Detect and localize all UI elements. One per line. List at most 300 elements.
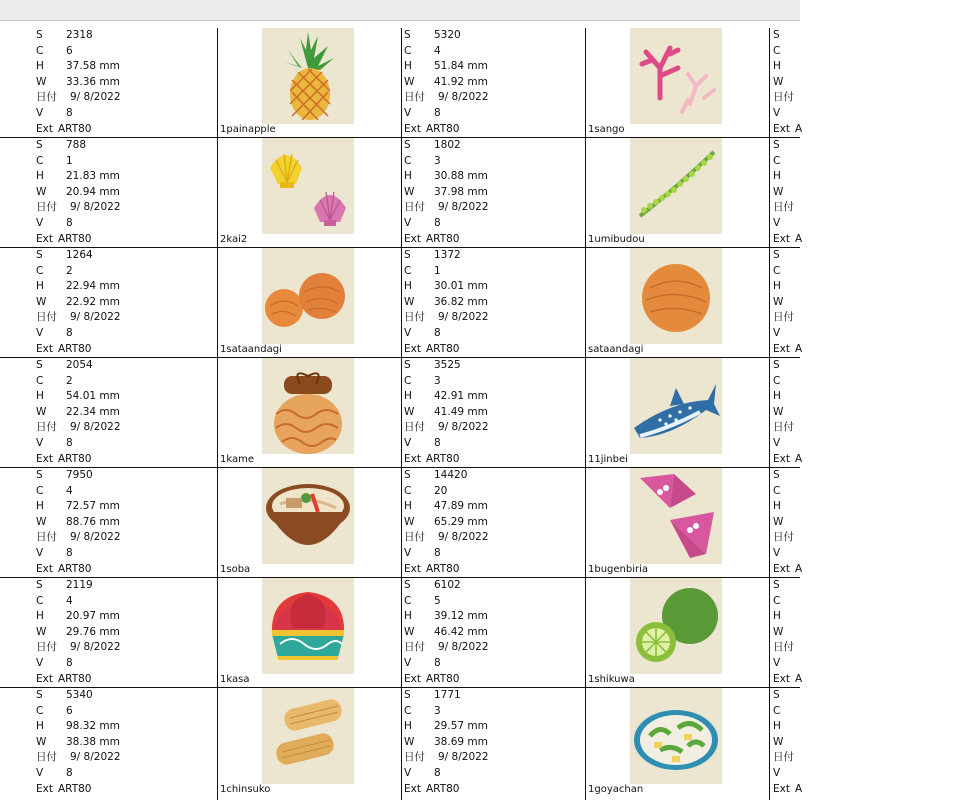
thumbnail-frame (262, 688, 354, 784)
height-label: H (404, 60, 412, 73)
date-value: 9/ 8/2022 (438, 641, 489, 654)
spec-cell (36, 358, 221, 468)
stitches-label: S (404, 469, 411, 481)
spec-cell (773, 248, 958, 358)
height-label: H (36, 720, 44, 733)
color-count: 1 (66, 154, 73, 167)
spec-line-width (36, 185, 216, 201)
spec-line-stitches (773, 358, 953, 374)
spec-line-colors (404, 704, 584, 720)
ext-value: ART80 (58, 342, 92, 355)
width-value: 20.94 mm (66, 185, 120, 198)
colors-label: C (404, 154, 412, 167)
version-label: V (773, 657, 781, 669)
colors-label: C (404, 44, 412, 57)
version-label: V (773, 217, 781, 229)
spec-line-stitches (773, 578, 953, 594)
width-label: W (36, 75, 47, 88)
spec-cell (404, 248, 589, 358)
thumbnail-cell[interactable] (218, 578, 403, 688)
height-value: 51.84 mm (434, 60, 488, 73)
spec-line-colors (773, 154, 953, 170)
stitches-label: S (773, 359, 780, 371)
colors-label: C (36, 484, 44, 497)
width-label: W (773, 185, 784, 198)
height-label: H (773, 280, 781, 293)
spec-line-stitches (36, 138, 216, 154)
spec-line-width (773, 185, 953, 201)
width-value: 88.76 mm (66, 515, 120, 528)
stitch-count: 5320 (434, 29, 461, 41)
thumbnail-cell[interactable] (586, 138, 771, 248)
ext-label: Ext (404, 562, 421, 575)
height-value: 29.57 mm (434, 720, 488, 733)
stitches-label: S (36, 579, 43, 591)
version-value: 8 (66, 657, 73, 669)
height-label: H (773, 720, 781, 733)
spec-line-version (404, 216, 584, 232)
spec-line-stitches (404, 358, 584, 374)
ext-value: ART80 (426, 782, 460, 795)
stitch-count: 5340 (66, 689, 93, 701)
spec-line-width (36, 515, 216, 531)
spec-line-date (36, 200, 216, 216)
height-value: 30.01 mm (434, 280, 488, 293)
spec-line-stitches (773, 138, 953, 154)
version-label: V (404, 327, 412, 339)
color-count: 4 (434, 44, 441, 57)
version-value: 8 (434, 217, 441, 229)
width-label: W (404, 75, 415, 88)
date-label: 日付 (404, 311, 425, 324)
version-value: 8 (434, 547, 441, 559)
version-value: 8 (66, 217, 73, 229)
height-label: H (404, 610, 412, 623)
ext-label: Ext (404, 342, 421, 355)
spec-line-stitches (36, 28, 216, 44)
spec-line-width (404, 515, 584, 531)
date-label: 日付 (773, 91, 794, 104)
spec-line-height (404, 279, 584, 295)
spec-line-ext (404, 452, 584, 468)
width-label: W (36, 405, 47, 418)
spec-line-version (404, 546, 584, 562)
spec-line-height (773, 719, 953, 735)
spec-line-width (404, 735, 584, 751)
seashells-icon (262, 138, 354, 234)
chinsuko-icon (262, 688, 354, 784)
kasa-hat-icon (262, 578, 354, 674)
date-label: 日付 (36, 311, 57, 324)
design-name: 1goyachan (588, 784, 644, 795)
thumbnail-cell[interactable] (218, 138, 403, 248)
spec-line-date (773, 420, 953, 436)
spec-line-date (404, 640, 584, 656)
colors-label: C (773, 704, 781, 717)
ext-value: A (795, 562, 803, 575)
color-count: 20 (434, 484, 448, 497)
spec-line-height (773, 59, 953, 75)
color-count: 3 (434, 704, 441, 717)
width-value: 22.92 mm (66, 295, 120, 308)
stitch-count: 2054 (66, 359, 93, 371)
spec-line-version (404, 656, 584, 672)
thumbnail-cell[interactable] (218, 358, 403, 468)
width-label: W (36, 735, 47, 748)
version-label: V (36, 767, 44, 779)
date-label: 日付 (404, 531, 425, 544)
stitches-label: S (404, 139, 411, 151)
spec-line-version (773, 216, 953, 232)
height-label: H (773, 390, 781, 403)
date-label: 日付 (404, 91, 425, 104)
height-value: 39.12 mm (434, 610, 488, 623)
spec-cell (36, 248, 221, 358)
spec-cell (404, 688, 589, 798)
thumbnail-cell[interactable] (586, 688, 771, 798)
goyachanpuru-icon (630, 688, 722, 784)
stitches-label: S (404, 359, 411, 371)
height-label: H (404, 720, 412, 733)
height-value: 98.32 mm (66, 720, 120, 733)
version-value: 8 (434, 657, 441, 669)
spec-cell (773, 578, 958, 688)
version-value: 8 (66, 327, 73, 339)
spec-line-width (36, 295, 216, 311)
stitches-label: S (773, 139, 780, 151)
thumbnail-cell[interactable] (586, 248, 771, 358)
spec-line-date (36, 310, 216, 326)
ext-value: ART80 (58, 562, 92, 575)
version-label: V (773, 107, 781, 119)
thumbnail-frame (630, 578, 722, 674)
spec-line-height (36, 499, 216, 515)
width-label: W (404, 515, 415, 528)
version-label: V (36, 547, 44, 559)
spec-line-stitches (404, 688, 584, 704)
ext-label: Ext (36, 672, 53, 685)
version-label: V (404, 107, 412, 119)
width-label: W (36, 185, 47, 198)
ext-value: A (795, 672, 803, 685)
spec-line-ext (36, 452, 216, 468)
height-label: H (36, 170, 44, 183)
date-label: 日付 (773, 311, 794, 324)
spec-line-height (404, 499, 584, 515)
spec-line-version (773, 436, 953, 452)
ext-label: Ext (36, 342, 53, 355)
ext-value: A (795, 342, 803, 355)
spec-line-height (404, 609, 584, 625)
version-label: V (36, 437, 44, 449)
spec-cell (36, 688, 221, 798)
version-value: 8 (434, 327, 441, 339)
color-count: 6 (66, 704, 73, 717)
date-value: 9/ 8/2022 (70, 421, 121, 434)
spec-line-ext (404, 342, 584, 358)
spec-line-height (404, 59, 584, 75)
thumbnail-cell[interactable] (218, 28, 403, 138)
height-label: H (773, 610, 781, 623)
version-label: V (404, 547, 412, 559)
spec-line-width (773, 625, 953, 641)
design-catalog-sheet (0, 28, 803, 800)
spec-cell (773, 28, 958, 138)
date-value: 9/ 8/2022 (438, 311, 489, 324)
ext-value: ART80 (58, 782, 92, 795)
spec-line-ext (404, 122, 584, 138)
spec-line-height (773, 279, 953, 295)
spec-line-width (36, 625, 216, 641)
spec-line-ext (773, 232, 953, 248)
shikuwasa-icon (630, 578, 722, 674)
stitches-label: S (773, 689, 780, 701)
stitches-label: S (36, 29, 43, 41)
colors-label: C (404, 484, 412, 497)
spec-line-ext (404, 562, 584, 578)
ext-value: ART80 (426, 672, 460, 685)
width-label: W (773, 515, 784, 528)
ext-label: Ext (773, 452, 790, 465)
ext-label: Ext (773, 672, 790, 685)
spec-line-date (404, 90, 584, 106)
colors-label: C (773, 264, 781, 277)
height-label: H (404, 390, 412, 403)
spec-line-date (773, 200, 953, 216)
stitches-label: S (773, 579, 780, 591)
whale-shark-icon (630, 358, 722, 454)
sataandagi-pair-icon (262, 248, 354, 344)
ext-value: A (795, 782, 803, 795)
stitches-label: S (404, 29, 411, 41)
color-count: 4 (66, 594, 73, 607)
stitches-label: S (404, 579, 411, 591)
stitch-count: 7950 (66, 469, 93, 481)
spec-cell (773, 358, 958, 468)
width-value: 37.98 mm (434, 185, 488, 198)
width-label: W (773, 625, 784, 638)
ext-label: Ext (36, 562, 53, 575)
spec-line-width (36, 405, 216, 421)
height-value: 37.58 mm (66, 60, 120, 73)
thumbnail-cell[interactable] (586, 28, 771, 138)
width-value: 22.34 mm (66, 405, 120, 418)
version-label: V (773, 547, 781, 559)
colors-label: C (36, 154, 44, 167)
version-value: 8 (434, 437, 441, 449)
colors-label: C (773, 484, 781, 497)
spec-line-date (773, 530, 953, 546)
thumbnail-frame (262, 358, 354, 454)
spec-line-date (773, 90, 953, 106)
color-count: 3 (434, 154, 441, 167)
colors-label: C (36, 704, 44, 717)
thumbnail-cell[interactable] (586, 578, 771, 688)
height-value: 47.89 mm (434, 500, 488, 513)
bougainvillea-icon (630, 468, 722, 564)
spec-line-ext (36, 232, 216, 248)
color-count: 3 (434, 374, 441, 387)
spec-line-ext (36, 672, 216, 688)
spec-line-height (773, 169, 953, 185)
spec-line-version (36, 216, 216, 232)
coral-icon (630, 28, 722, 124)
spec-line-height (404, 719, 584, 735)
ext-label: Ext (773, 122, 790, 135)
spec-line-ext (404, 782, 584, 798)
stitches-label: S (773, 29, 780, 41)
spec-cell (404, 358, 589, 468)
ext-value: ART80 (58, 452, 92, 465)
spec-line-height (773, 609, 953, 625)
version-value: 8 (434, 107, 441, 119)
height-value: 42.91 mm (434, 390, 488, 403)
thumbnail-cell[interactable] (586, 358, 771, 468)
spec-line-date (36, 750, 216, 766)
spec-line-version (36, 436, 216, 452)
thumbnail-frame (630, 248, 722, 344)
height-value: 54.01 mm (66, 390, 120, 403)
spec-cell (36, 138, 221, 248)
thumbnail-frame (262, 578, 354, 674)
height-label: H (404, 170, 412, 183)
spec-cell (773, 688, 958, 798)
height-label: H (773, 60, 781, 73)
date-value: 9/ 8/2022 (70, 91, 121, 104)
date-label: 日付 (36, 531, 57, 544)
date-label: 日付 (36, 201, 57, 214)
spec-line-ext (773, 672, 953, 688)
width-label: W (36, 295, 47, 308)
version-value: 8 (66, 767, 73, 779)
colors-label: C (404, 264, 412, 277)
stitches-label: S (773, 249, 780, 261)
spec-line-version (773, 106, 953, 122)
design-name: 1painapple (220, 124, 276, 135)
height-value: 22.94 mm (66, 280, 120, 293)
spec-line-date (404, 530, 584, 546)
colors-label: C (36, 594, 44, 607)
thumbnail-frame (262, 248, 354, 344)
spec-line-width (404, 75, 584, 91)
height-value: 30.88 mm (434, 170, 488, 183)
version-label: V (404, 657, 412, 669)
spec-line-date (773, 310, 953, 326)
date-value: 9/ 8/2022 (438, 91, 489, 104)
spec-line-height (404, 169, 584, 185)
version-label: V (404, 217, 412, 229)
thumbnail-cell[interactable] (586, 468, 771, 578)
colors-label: C (773, 154, 781, 167)
stitches-label: S (36, 139, 43, 151)
stitch-count: 2119 (66, 579, 93, 591)
date-value: 9/ 8/2022 (438, 531, 489, 544)
kame-pot-icon (262, 358, 354, 454)
spec-line-width (404, 625, 584, 641)
date-label: 日付 (773, 421, 794, 434)
date-label: 日付 (773, 531, 794, 544)
thumbnail-frame (262, 28, 354, 124)
date-label: 日付 (404, 641, 425, 654)
ext-label: Ext (36, 452, 53, 465)
thumbnail-cell[interactable] (218, 688, 403, 798)
design-name: 1bugenbiria (588, 564, 649, 575)
date-label: 日付 (404, 421, 425, 434)
spec-line-ext (773, 122, 953, 138)
spec-line-ext (773, 782, 953, 798)
spec-line-stitches (773, 28, 953, 44)
date-label: 日付 (773, 641, 794, 654)
width-value: 41.92 mm (434, 75, 488, 88)
date-label: 日付 (36, 421, 57, 434)
version-label: V (36, 217, 44, 229)
spec-line-colors (36, 594, 216, 610)
stitch-count: 788 (66, 139, 87, 151)
spec-line-height (36, 609, 216, 625)
stitches-label: S (36, 249, 43, 261)
stitch-count: 6102 (434, 579, 461, 591)
stitches-label: S (36, 359, 43, 371)
thumbnail-cell[interactable] (218, 248, 403, 358)
design-name: 1sango (588, 124, 625, 135)
spec-line-height (36, 719, 216, 735)
version-label: V (36, 657, 44, 669)
thumbnail-frame (630, 138, 722, 234)
spec-line-height (36, 59, 216, 75)
spec-line-version (404, 326, 584, 342)
spec-cell (36, 28, 221, 138)
spec-line-version (404, 436, 584, 452)
colors-label: C (404, 594, 412, 607)
ext-value: ART80 (426, 232, 460, 245)
spec-line-ext (36, 562, 216, 578)
spec-line-date (773, 750, 953, 766)
height-label: H (773, 170, 781, 183)
width-label: W (404, 295, 415, 308)
thumbnail-cell[interactable] (218, 468, 403, 578)
thumbnail-frame (630, 688, 722, 784)
ext-value: A (795, 122, 803, 135)
colors-label: C (36, 374, 44, 387)
spec-line-date (404, 750, 584, 766)
spec-line-version (36, 766, 216, 782)
ext-value: ART80 (426, 562, 460, 575)
soba-bowl-icon (262, 468, 354, 564)
spec-line-stitches (36, 358, 216, 374)
spec-line-width (36, 735, 216, 751)
spec-line-colors (404, 44, 584, 60)
spec-line-colors (773, 374, 953, 390)
spec-line-ext (36, 782, 216, 798)
design-name: 1sataandagi (220, 344, 282, 355)
spec-line-colors (773, 484, 953, 500)
spec-cell (36, 468, 221, 578)
width-label: W (773, 75, 784, 88)
date-value: 9/ 8/2022 (438, 751, 489, 764)
width-value: 38.69 mm (434, 735, 488, 748)
color-count: 4 (66, 484, 73, 497)
ext-value: ART80 (58, 672, 92, 685)
thumbnail-frame (630, 358, 722, 454)
width-label: W (36, 625, 47, 638)
thumbnail-frame (262, 138, 354, 234)
stitches-label: S (404, 249, 411, 261)
ext-value: ART80 (426, 122, 460, 135)
width-label: W (404, 185, 415, 198)
colors-label: C (404, 374, 412, 387)
spec-line-width (36, 75, 216, 91)
ext-label: Ext (404, 122, 421, 135)
